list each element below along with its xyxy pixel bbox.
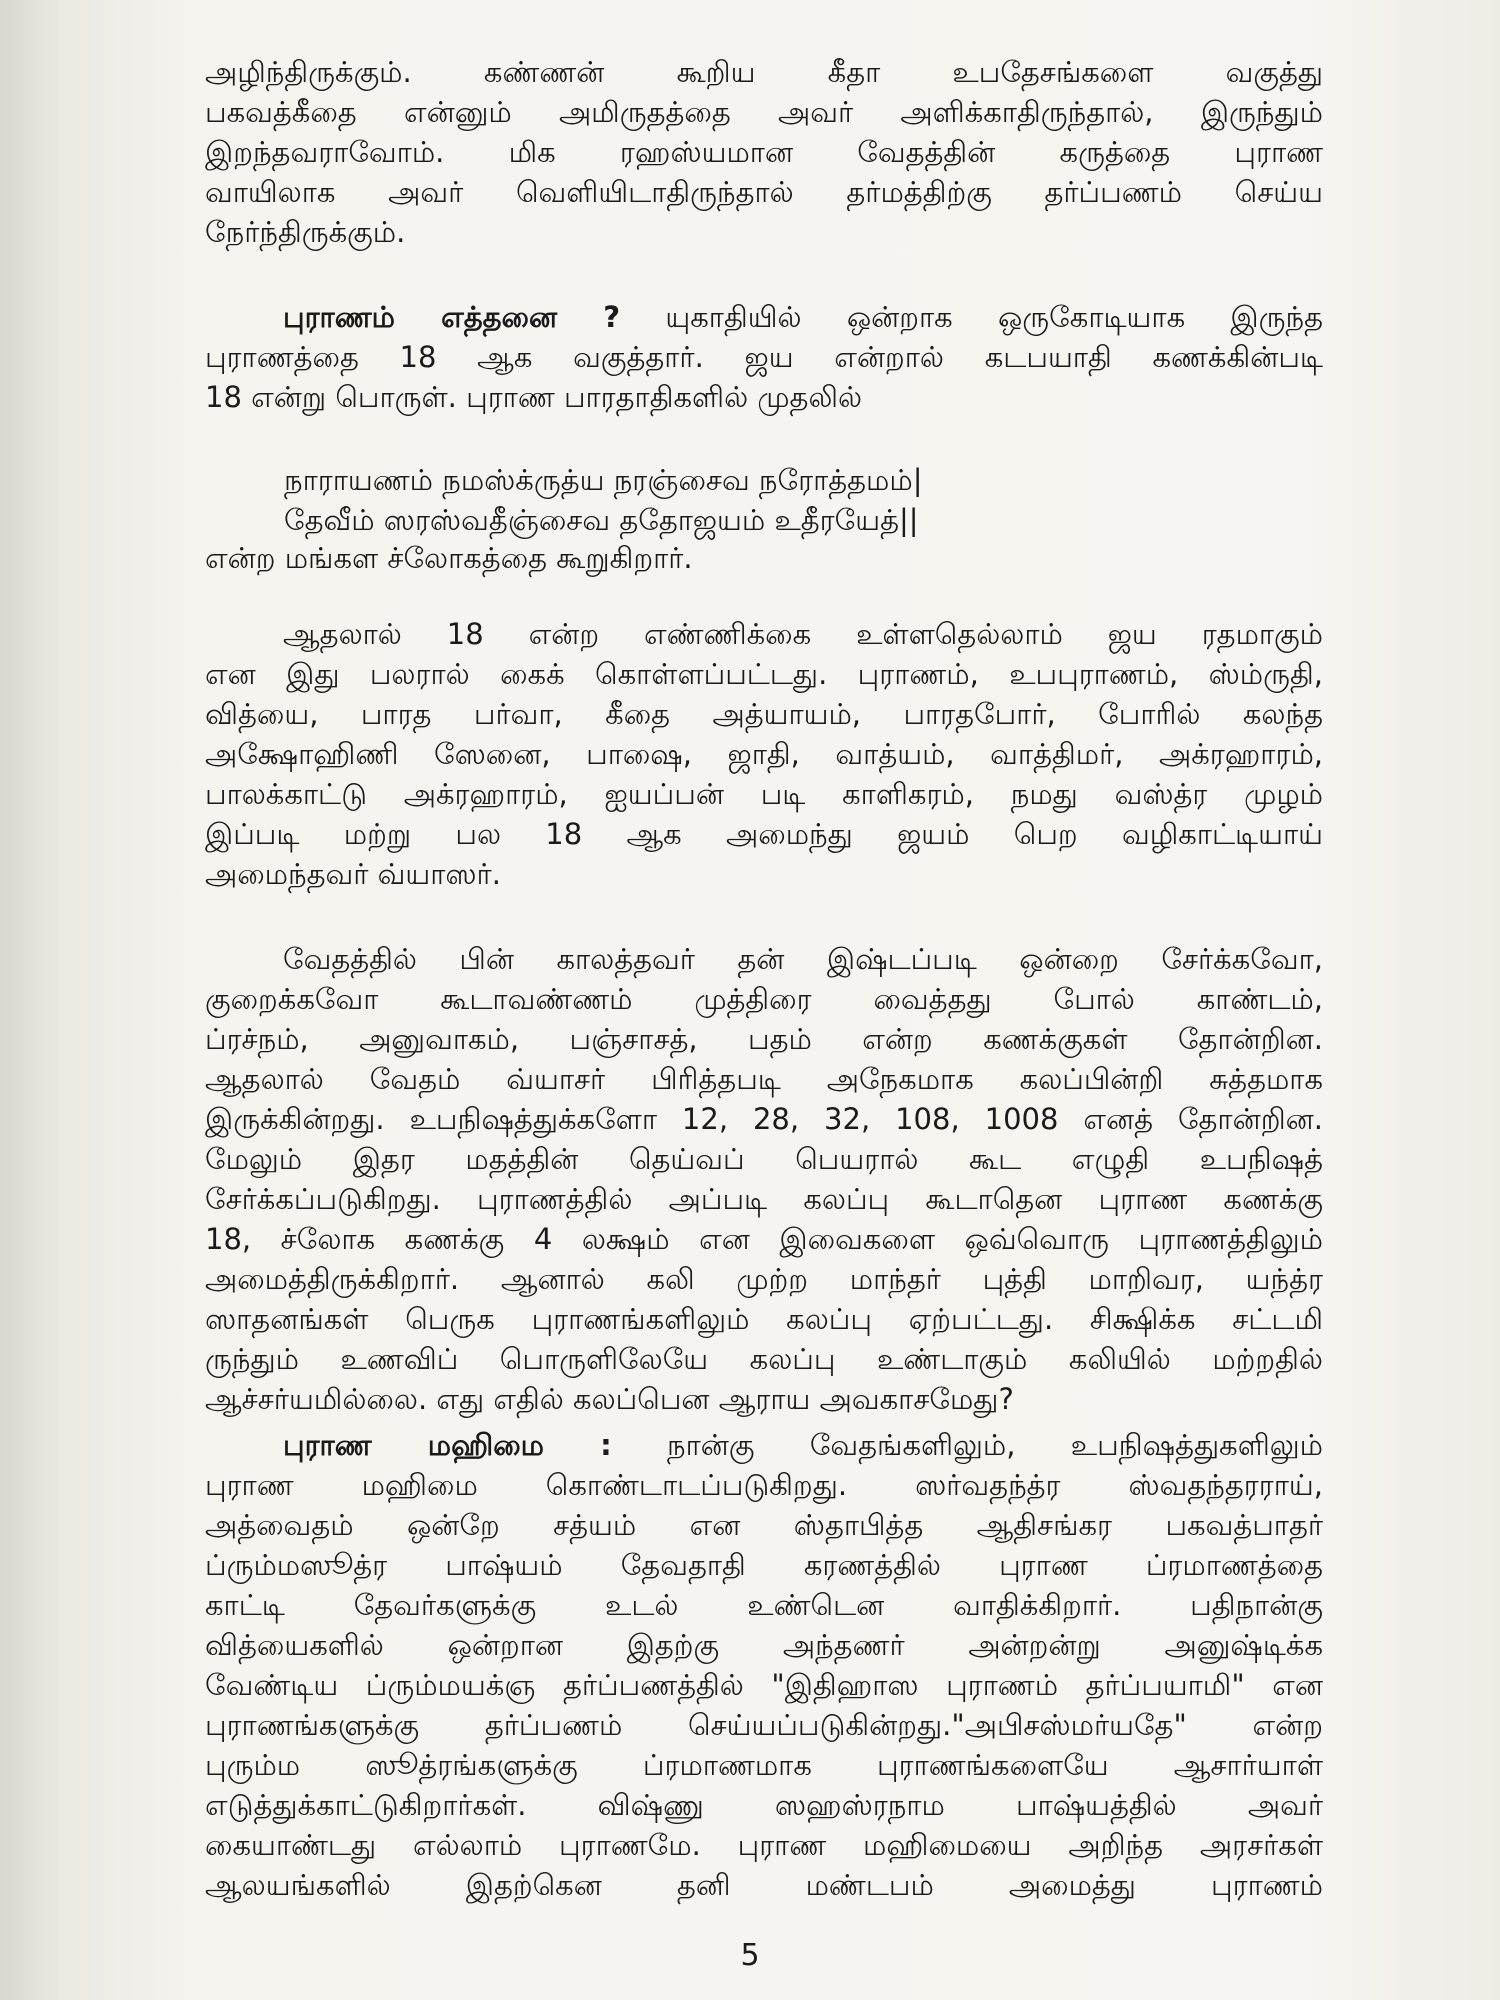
text-line: ஸாதனங்கள் பெருக புராணங்களிலும் கலப்பு ஏற்பட்டது. சிக்ஷிக்க சட்டமி <box>205 1302 1323 1336</box>
text-line: 18, ச்லோக கணக்கு 4 லக்ஷம் என இவைகளை ஒவ்வொரு புராணத்திலும் <box>205 1222 1323 1256</box>
text-line: வித்யை, பாரத பர்வா, கீதை அத்யாயம், பாரதபோர், போரில் கலந்த <box>205 697 1323 731</box>
text-line: அத்வைதம் ஒன்றே சத்யம் என ஸ்தாபித்த ஆதிசங்கர பகவத்பாதர் <box>205 1508 1323 1542</box>
text-line: ப்ரும்மஸூத்ர பாஷ்யம் தேவதாதி கரணத்தில் புராண ப்ரமாணத்தை <box>205 1548 1323 1582</box>
text-line: வித்யைகளில் ஒன்றான இதற்கு அந்தணர் அன்றன்று அனுஷ்டிக்க <box>205 1628 1323 1662</box>
section-heading: புராண மஹிமை : <box>283 1428 612 1462</box>
text-line: இருக்கின்றது. உபநிஷத்துக்களோ 12, 28, 32, 108, 1008 எனத் தோன்றின. <box>205 1102 1323 1136</box>
text-line: பகவத்கீதை என்னும் அமிருதத்தை அவர் அளிக்காதிருந்தால், இருந்தும் <box>205 95 1323 129</box>
paragraph-3 <box>205 614 1323 894</box>
text-line: காட்டி தேவர்களுக்கு உடல் உண்டென வாதிக்கிறார். பதிநான்கு <box>205 1588 1323 1622</box>
text-line: சேர்க்கப்படுகிறது. புராணத்தில் அப்படி கலப்பு கூடாதென புராண கணக்கு <box>205 1182 1323 1216</box>
text-run: நான்கு வேதங்களிலும், உபநிஷத்துகளிலும் <box>667 1428 1323 1462</box>
verse-caption <box>205 538 1323 578</box>
paragraph-4 <box>205 939 1323 1419</box>
page-number: 5 <box>740 1938 760 1973</box>
text-line: அமைந்தவர் வ்யாஸர். <box>205 857 501 891</box>
text-line: அக்ஷோஹிணி ஸேனை, பாஷை, ஜாதி, வாத்யம், வாத்திமர், அக்ரஹாரம், <box>205 737 1323 771</box>
text-line: ஆலயங்களில் இதற்கென தனி மண்டபம் அமைத்து புராணம் <box>205 1868 1323 1902</box>
text-line: புராண மஹிமை கொண்டாடப்படுகிறது. ஸர்வதந்த்ர ஸ்வதந்தரராய், <box>205 1468 1323 1502</box>
verse-line: நாராயணம் நமஸ்க்ருத்ய நரஞ்சைவ நரோத்தமம்| <box>284 463 923 497</box>
text-line: இப்படி மற்று பல 18 ஆக அமைந்து ஜயம் பெற வழிகாட்டியாய் <box>205 817 1323 851</box>
text-line <box>205 1425 1323 1465</box>
text-line: புராணத்தை 18 ஆக வகுத்தார். ஜய என்றால் கடபயாதி கணக்கின்படி <box>205 340 1323 374</box>
paragraph-1 <box>205 52 1323 252</box>
text-line: என இது பலரால் கைக் கொள்ளப்பட்டது. புராணம், உபபுராணம், ஸ்ம்ருதி, <box>205 657 1323 691</box>
text-line: கையாண்டது எல்லாம் புராணமே. புராண மஹிமையை அறிந்த அரசர்கள் <box>205 1828 1323 1862</box>
sloka-verse <box>284 460 1284 540</box>
text-line: என்ற மங்கள ச்லோகத்தை கூறுகிறார். <box>205 541 693 575</box>
text-line: புராணங்களுக்கு தர்ப்பணம் செய்யப்படுகின்றது."அபிசஸ்மர்யதே" என்ற <box>205 1708 1323 1742</box>
text-line: ஆதலால் 18 என்ற எண்ணிக்கை உள்ளதெல்லாம் ஜய ரதமாகும் <box>283 617 1323 651</box>
text-line: அமைத்திருக்கிறார். ஆனால் கலி முற்ற மாந்தர் புத்தி மாறிவர, யந்த்ர <box>205 1262 1323 1296</box>
paragraph-5 <box>205 1425 1323 1905</box>
text-line: அழிந்திருக்கும். கண்ணன் கூறிய கீதா உபதேசங்களை வகுத்து <box>205 55 1323 89</box>
text-line <box>205 297 1323 337</box>
text-line: புரும்ம ஸூத்ரங்களுக்கு ப்ரமாணமாக புராணங்களையே ஆசார்யாள் <box>205 1748 1323 1782</box>
text-line: 18 என்று பொருள். புராண பாரதாதிகளில் முதலில் <box>205 380 863 414</box>
text-line: இறந்தவராவோம். மிக ரஹஸ்யமான வேதத்தின் கருத்தை புராண <box>205 135 1323 169</box>
text-line: ருந்தும் உணவிப் பொருளிலேயே கலப்பு உண்டாகும் கலியில் மற்றதில் <box>205 1342 1323 1376</box>
verse-line: தேவீம் ஸரஸ்வதீஞ்சைவ ததோஜயம் உதீரயேத்|| <box>284 503 919 537</box>
text-line: ஆச்சர்யமில்லை. எது எதில் கலப்பென ஆராய அவகாசமேது? <box>205 1382 1014 1416</box>
text-run: யுகாதியில் ஒன்றாக ஒருகோடியாக இருந்த <box>665 300 1323 334</box>
text-line: ப்ரச்நம், அனுவாகம், பஞ்சாசத், பதம் என்ற கணக்குகள் தோன்றின. <box>205 1022 1323 1056</box>
text-line: மேலும் இதர மதத்தின் தெய்வப் பெயரால் கூட எழுதி உபநிஷத் <box>205 1142 1323 1176</box>
text-line: எடுத்துக்காட்டுகிறார்கள். விஷ்ணு ஸஹஸ்ரநாம பாஷ்யத்தில் அவர் <box>205 1788 1323 1822</box>
section-heading: புராணம் எத்தனை ? <box>283 300 621 334</box>
paragraph-2 <box>205 297 1323 417</box>
text-line: வாயிலாக அவர் வெளியிடாதிருந்தால் தர்மத்திற்கு தர்ப்பணம் செய்ய <box>205 175 1323 209</box>
text-line: ஆதலால் வேதம் வ்யாசர் பிரித்தபடி அநேகமாக கலப்பின்றி சுத்தமாக <box>205 1062 1323 1096</box>
text-line: வேண்டிய ப்ரும்மயக்ஞ தர்ப்பணத்தில் "இதிஹாஸ புராணம் தர்ப்பயாமி" என <box>205 1668 1323 1702</box>
text-line: நேர்ந்திருக்கும். <box>205 215 406 249</box>
text-line: குறைக்கவோ கூடாவண்ணம் முத்திரை வைத்தது போல் காண்டம், <box>205 982 1323 1016</box>
text-line: வேதத்தில் பின் காலத்தவர் தன் இஷ்டப்படி ஒன்றை சேர்க்கவோ, <box>283 942 1323 976</box>
text-line: பாலக்காட்டு அக்ரஹாரம், ஐயப்பன் படி காளிகரம், நமது வஸ்த்ர முழம் <box>205 777 1323 811</box>
